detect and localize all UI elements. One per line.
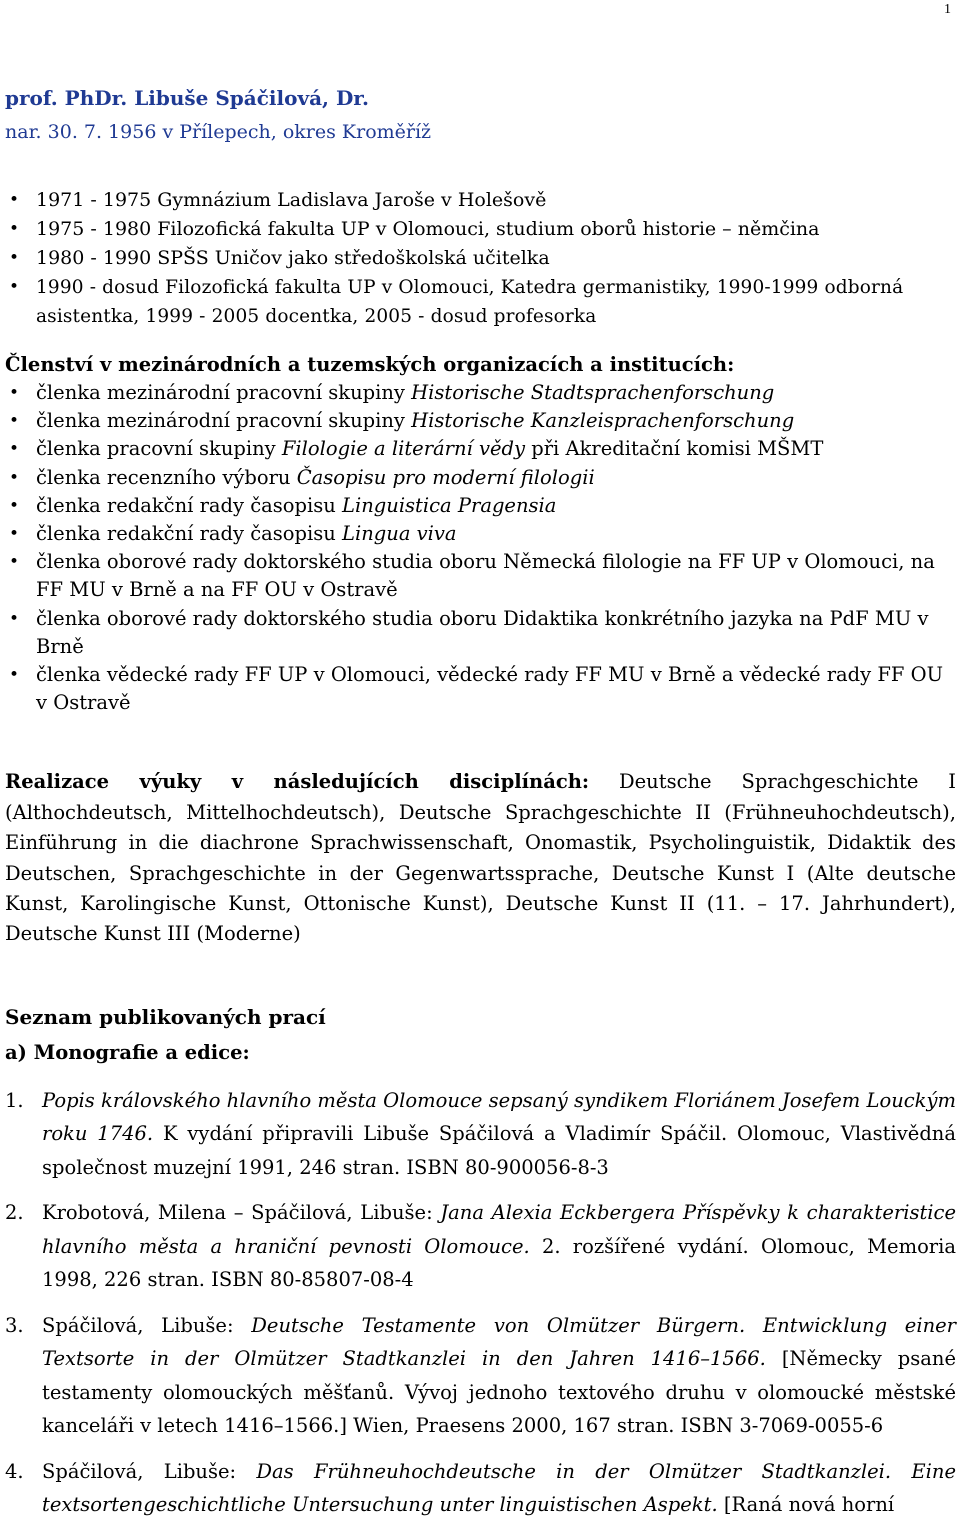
membership-title: Členství v mezinárodních a tuzemských organizacích a institucích: [5, 353, 735, 376]
birth-info: nar. 30. 7. 1956 v Přílepech, okres Kroměříž [5, 121, 432, 143]
education-item: • 1971 - 1975 Gymnázium Ladislava Jaroše v Holešově [5, 186, 956, 215]
education-list [5, 186, 956, 331]
publication-item: 1. Popis královského hlavního města Olomouce sepsaný syndikem Floriánem Josefem Louckým roku 1746. K vydání připravili Libuše Spáčilová a Vladimír Spáčil. Olomouc, Vlastivědná společnost muzejní 1991, 246 stran. ISBN 80-900056-8-3 [5, 1088, 956, 1179]
person-name: prof. PhDr. Libuše Spáčilová, Dr. [5, 86, 369, 110]
membership-item: • členka redakční rady časopisu Linguistica Pragensia [5, 492, 956, 520]
education-item: • 1990 - dosud Filozofická fakulta UP v Olomouci, Katedra germanistiky, 1990-1999 odborná asistentka, 1999 - 2005 docentka, 2005 - dosud profesorka [5, 273, 956, 331]
teaching-text: Deutsche Sprachgeschichte I (Althochdeutsch, Mittelhochdeutsch), Deutsche Sprachgeschichte II (Frühneuhochdeutsch), Einführung in die diachrone Sprachwissenschaft, Onomastik, Psycholinguistik, Didaktik des Deutschen, Sprachgeschichte in der Gegenwartssprache, Deutsche Kunst I (Alte deutsche Kunst, Karolingische Kunst, Ottonische Kunst), Deutsche Kunst II (11. – 17. Jahrhundert), Deutsche Kunst III (Moderne) [5, 770, 956, 946]
membership-item: • členka mezinárodní pracovní skupiny Historische Stadtsprachenforschung [5, 379, 956, 407]
teaching-title: Realizace výuky v následujících disciplínách: [5, 770, 590, 794]
teaching-paragraph [5, 767, 956, 949]
education-item: • 1975 - 1980 Filozofická fakulta UP v Olomouci, studium oborů historie – němčina [5, 215, 956, 244]
membership-item: • členka oborové rady doktorského studia oboru Německá filologie na FF UP v Olomouci, na FF MU v Brně a na FF OU v Ostravě [5, 548, 956, 604]
membership-item: • členka mezinárodní pracovní skupiny Historische Kanzleisprachenforschung [5, 407, 956, 435]
membership-item: • členka redakční rady časopisu Lingua viva [5, 520, 956, 548]
publications-list [5, 1084, 956, 1522]
education-item: • 1980 - 1990 SPŠS Uničov jako středoškolská učitelka [5, 244, 956, 273]
membership-item: • členka pracovní skupiny Filologie a literární vědy při Akreditační komisi MŠMT [5, 435, 956, 463]
membership-list [5, 379, 956, 717]
publication-item: 2. Krobotová, Milena – Spáčilová, Libuše: Jana Alexia Eckbergera Příspěvky k charakteristice hlavního města a hraniční pevnosti Olomouce. 2. rozšířené vydání. Olomouc, Memoria 1998, 226 stran. ISBN 80-85807-08-4 [5, 1201, 956, 1292]
monographs-subtitle: a) Monografie a edice: [5, 1040, 250, 1064]
membership-item: • členka oborové rady doktorského studia oboru Didaktika konkrétního jazyka na PdF MU v Brně [5, 605, 956, 661]
membership-item: • členka recenzního výboru Časopisu pro moderní filologii [5, 464, 956, 492]
publications-title: Seznam publikovaných prací [5, 1004, 326, 1029]
publication-item: 4. Spáčilová, Libuše: Das Frühneuhochdeutsche in der Olmützer Stadtkanzlei. Eine textsortengeschichtliche Untersuchung unter linguistischen Aspekt. [Raná nová horní [5, 1459, 957, 1517]
page-number: 1 [944, 2, 951, 17]
membership-item: • členka vědecké rady FF UP v Olomouci, vědecké rady FF MU v Brně a vědecké rady FF OU v Ostravě [5, 661, 956, 717]
publication-item: 3. Spáčilová, Libuše: Deutsche Testamente von Olmützer Bürgern. Entwicklung einer Textsorte in der Olmützer Stadtkanzlei in den Jahren 1416–1566. [Německy psané testamenty olomouckých měšťanů. Vývoj jednoho textového druhu v olomoucké městské kanceláři v letech 1416–1566.] Wien, Praesens 2000, 167 stran. ISBN 3-7069-0055-6 [5, 1313, 956, 1438]
document-body [5, 86, 956, 1522]
